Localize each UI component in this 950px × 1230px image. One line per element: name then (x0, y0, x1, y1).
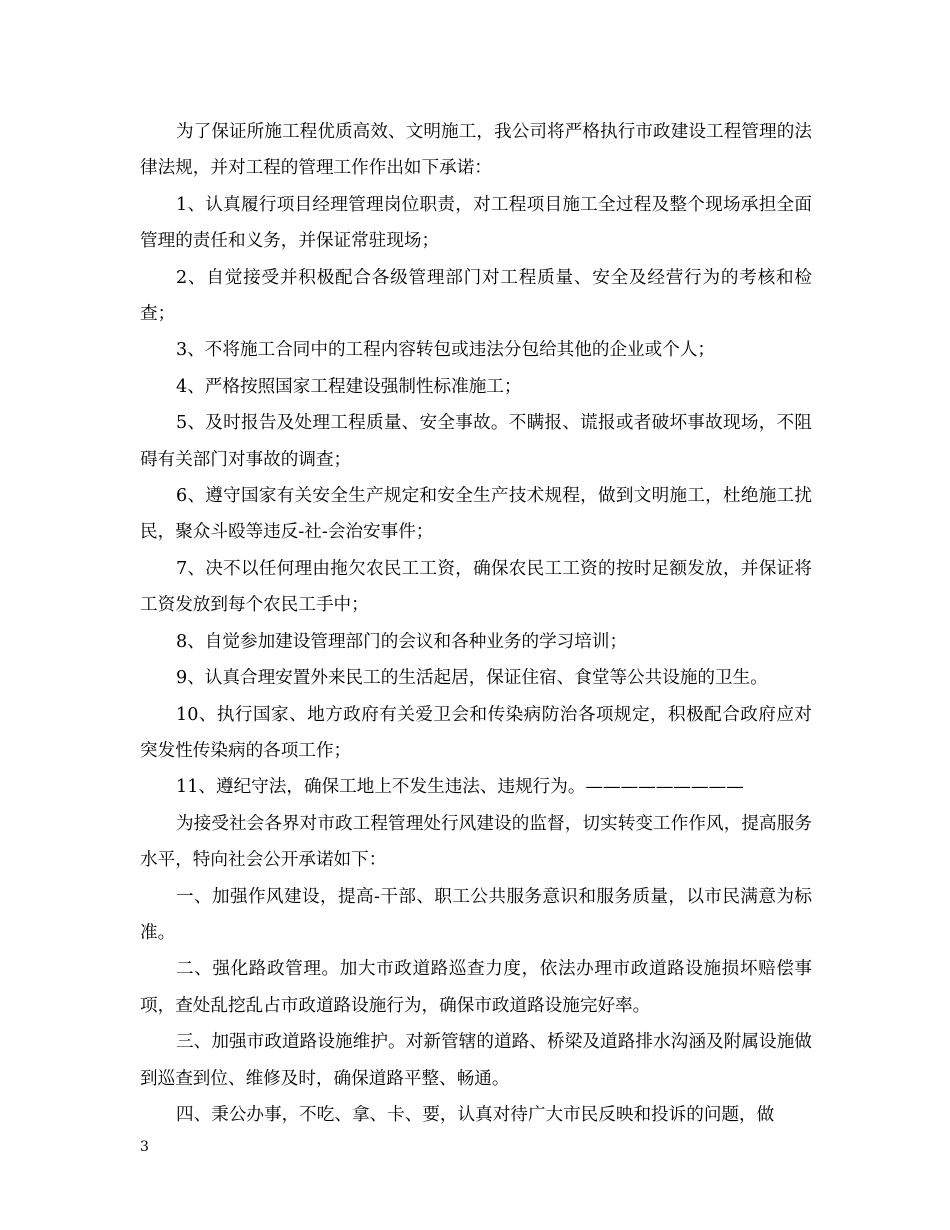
paragraph-commitment-4: 四、秉公办事，不吃、拿、卡、要，认真对待广大市民反映和投诉的问题，做 (176, 1104, 775, 1125)
paragraph-public-commitment-intro: 为接受社会各界对市政工程管理处行风建设的监督，切实转变工作作风，提高服务水平，特向社会公开承诺如下： (140, 813, 812, 871)
document-body (140, 114, 812, 1133)
paragraph-commitment-1: 一、加强作风建设，提高-干部、职工公共服务意识和服务质量，以市民满意为标准。 (140, 886, 812, 943)
paragraph-item-9: 9、认真合理安置外来民工的生活起居，保证住宿、食堂等公共设施的卫生。 (176, 668, 768, 689)
paragraph-item-3: 3、不将施工合同中的工程内容转包或违法分包给其他的企业或个人； (176, 340, 716, 361)
paragraph-intro: 为了保证所施工程优质高效、文明施工，我公司将严格执行市政建设工程管理的法律法规，并对工程的管理工作作出如下承诺： (140, 122, 812, 179)
paragraph-item-7: 7、决不以任何理由拖欠农民工工资，确保农民工工资的按时足额发放，并保证将工资发放到每个农民工手中； (140, 558, 812, 616)
paragraph-item-8: 8、自觉参加建设管理部门的会议和各种业务的学习培训； (176, 631, 628, 652)
page-number: 3 (140, 1139, 149, 1155)
paragraph-item-5: 5、及时报告及处理工程质量、安全事故。不瞒报、谎报或者破坏事故现场，不阻碍有关部门对事故的调查； (140, 413, 812, 470)
paragraph-commitment-3: 三、加强市政道路设施维护。对新管辖的道路、桥梁及道路排水沟涵及附属设施做到巡查到位、维修及时，确保道路平整、畅通。 (140, 1032, 812, 1089)
paragraph-item-11: 11、遵纪守法，确保工地上不发生违法、违规行为。————————— (176, 777, 744, 798)
paragraph-item-2: 2、自觉接受并积极配合各级管理部门对工程质量、安全及经营行为的考核和检查； (140, 267, 812, 325)
paragraph-item-10: 10、执行国家、地方政府有关爱卫会和传染病防治各项规定，积极配合政府应对突发性传染病的各项工作； (140, 704, 812, 761)
paragraph-commitment-2: 二、强化路政管理。加大市政道路巡查力度，依法办理市政道路设施损坏赔偿事项，查处乱挖乱占市政道路设施行为，确保市政道路设施完好率。 (140, 959, 812, 1016)
paragraph-item-4: 4、严格按照国家工程建设强制性标准施工； (176, 376, 522, 397)
paragraph-item-6: 6、遵守国家有关安全生产规定和安全生产技术规程，做到文明施工，杜绝施工扰民，聚众斗殴等违反-社-会治安事件； (140, 486, 812, 543)
paragraph-item-1: 1、认真履行项目经理管理岗位职责，对工程项目施工全过程及整个现场承担全面管理的责任和义务，并保证常驻现场； (140, 194, 812, 252)
